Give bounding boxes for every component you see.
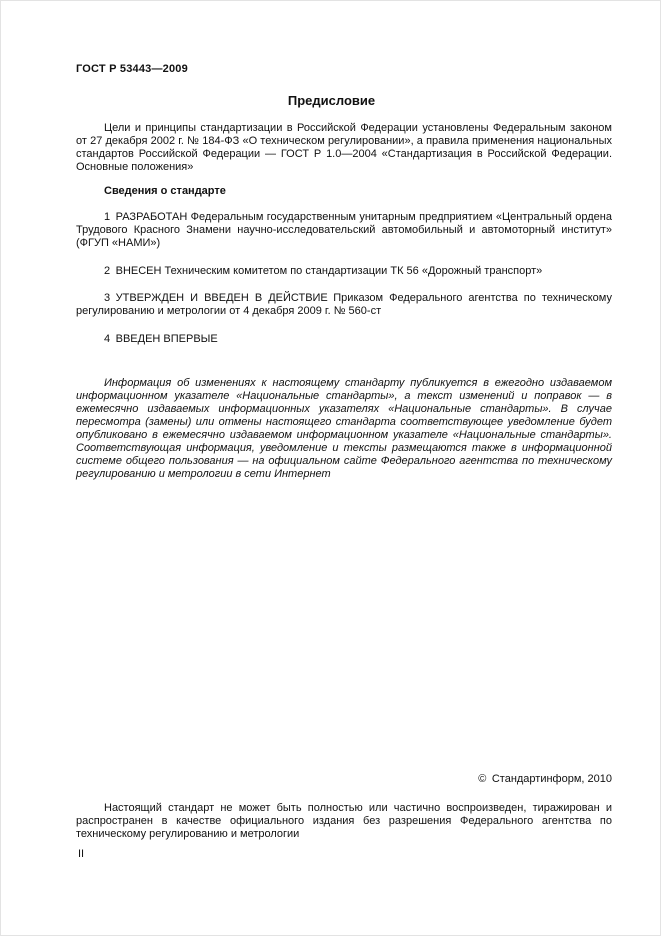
doc-number: ГОСТ Р 53443—2009 <box>76 63 188 75</box>
amendments-notice: Информация об изменениях к настоящему стандарту публикуется в ежегодно издаваемом информационном указателе «Национальные стандарты», а текст изменений и поправок — в ежемесячно издаваемых информационных указателях «Национальные стандарты». В случае пересмотра (замены) или отмены настоящего стандарта соответствующее уведомление будет опубликовано в ежемесячно издаваемом информационном указателе «Национальные стандарты». Соответствующая информация, уведомление и тексты размещаются также в информационной системе общего пользования — на официальном сайте Федерального агентства по техническому регулированию и метрологии в сети Интернет <box>76 377 612 480</box>
standard-info-item-submitted: 2 ВНЕСЕН Техническим комитетом по стандартизации ТК 56 «Дорожный транспорт» <box>104 265 543 277</box>
copyright-line: © Стандартинформ, 2010 <box>478 773 612 785</box>
standard-info-heading: Сведения о стандарте <box>104 185 226 197</box>
intro-paragraph: Цели и принципы стандартизации в Российской Федерации установлены Федеральным законом от 27 декабря 2002 г. № 184-ФЗ «О техническом регулировании», а правила применения национальных стандартов Российской Федерации — ГОСТ Р 1.0—2004 «Стандартизация в Российской Федерации. Основные положения» <box>76 122 612 173</box>
standard-info-item-approved: 3 УТВЕРЖДЕН И ВВЕДЕН В ДЕЙСТВИЕ Приказом Федерального агентства по техническому регулированию и метрологии от 4 декабря 2009 г. № 560-ст <box>76 292 612 317</box>
reproduction-notice: Настоящий стандарт не может быть полностью или частично воспроизведен, тиражирован и распространен в качестве официального издания без разрешения Федерального агентства по техническому регулированию и метрологии <box>76 802 612 840</box>
preface-content <box>76 122 612 481</box>
page-number: II <box>78 848 85 860</box>
standard-info-item-developed: 1 РАЗРАБОТАН Федеральным государственным унитарным предприятием «Центральный ордена Трудового Красного Знамени научно-исследовательский автомобильный и автомоторный институт» (ФГУП «НАМИ») <box>76 211 612 249</box>
page-title: Предисловие <box>287 93 376 108</box>
standard-info-item-first-edition: 4 ВВЕДЕН ВПЕРВЫЕ <box>104 333 218 345</box>
